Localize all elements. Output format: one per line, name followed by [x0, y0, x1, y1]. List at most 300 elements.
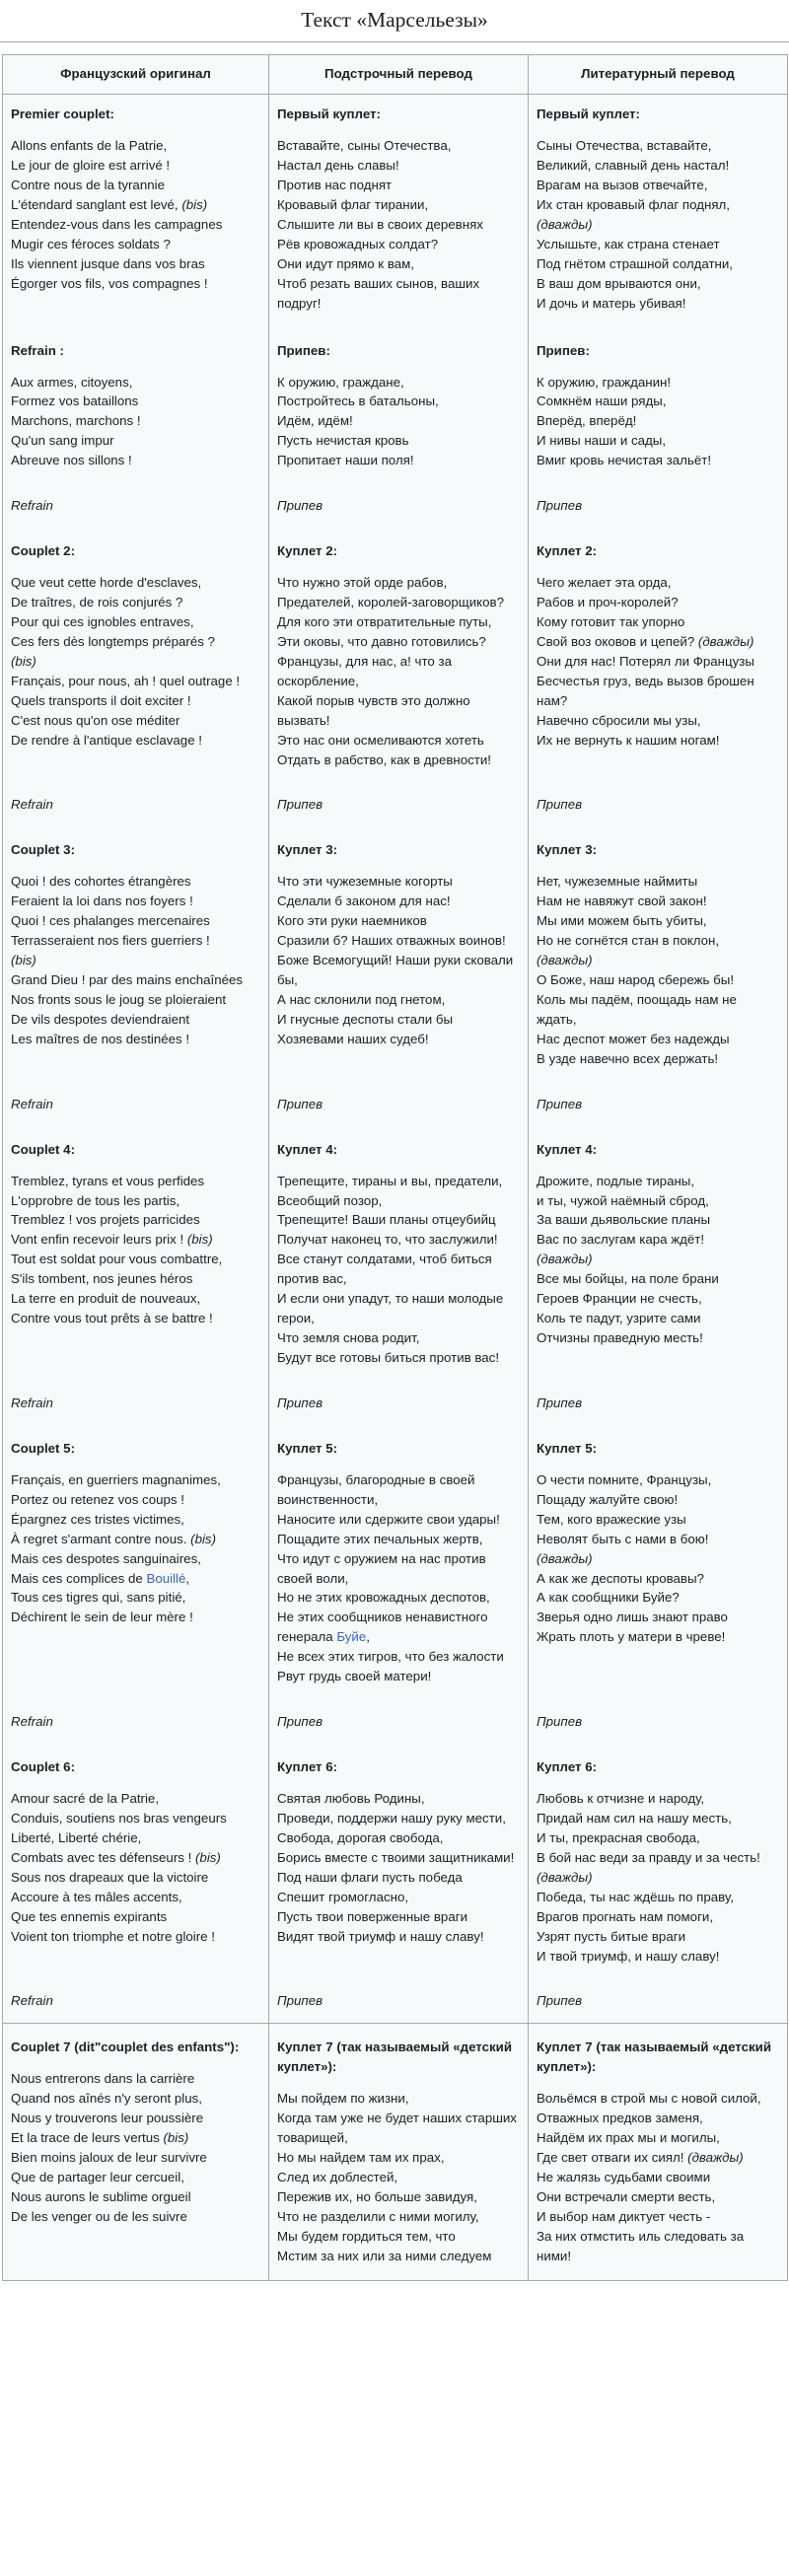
stanza-row [3, 1126, 788, 1382]
lyric-line [537, 235, 779, 254]
literary-refrain-cell [529, 484, 788, 528]
lyric-text: Видят твой триумф и нашу славу! [277, 1928, 484, 1944]
lyric-text: Настал день славы! [277, 158, 399, 174]
lyric-text: Mais ces complices de [11, 1570, 147, 1586]
lyric-text: Сделали б законом для нас! [277, 894, 451, 909]
stanza-row [3, 95, 788, 327]
lyric-line [537, 2227, 779, 2266]
lyric-line [537, 1627, 779, 1647]
stanza-heading: Куплет 3: [537, 842, 598, 858]
lyric-line [537, 1947, 779, 1967]
lyric-text: Amour sacré de la Patrie, [11, 1791, 160, 1806]
lyric-text: Проведи, поддержи нашу руку мести, [277, 1810, 506, 1825]
lyric-line [537, 1328, 779, 1348]
lyric-text: Рвут грудь своей матери! [277, 1669, 432, 1684]
lyric-text: Трепещите, тираны и вы, предатели, [277, 1173, 503, 1188]
lyric-line [537, 1789, 779, 1809]
stanza-heading: Куплет 4: [537, 1141, 598, 1157]
lyric-text: Déchirent le sein de leur mère ! [11, 1610, 193, 1625]
literal-refrain-cell [269, 1083, 529, 1126]
lyric-text: Под гнётом страшной солдатни, [537, 255, 734, 271]
stanza-row [3, 1425, 788, 1700]
lyric-line [277, 731, 520, 751]
lyric-line [277, 1588, 520, 1608]
lyric-line [537, 1608, 779, 1627]
lyric-line [537, 392, 779, 411]
lyric-text: Tout est soldat pour vous combattre, [11, 1252, 223, 1267]
literal-stanza-cell [269, 528, 529, 783]
lyric-text: Вмиг кровь нечистая зальёт! [537, 453, 712, 468]
lyric-text-tail: , [185, 1570, 190, 1586]
literary-refrain-cell [529, 783, 788, 826]
lyric-text: Это нас они осмеливаются хотеть [277, 732, 484, 748]
stanza-heading: Припев: [537, 342, 590, 358]
repeat-marker: (bis) [190, 1531, 216, 1546]
lyric-text: Пощаду жалуйте свою! [537, 1491, 679, 1507]
stanza-row [3, 528, 788, 783]
lyric-line [277, 1191, 520, 1211]
lyric-line [277, 951, 520, 990]
refrain-label: Припев [537, 1395, 583, 1410]
lyric-line [11, 1828, 260, 1848]
lyric-text: Отдать в рабство, как в древности! [277, 751, 492, 767]
stanza-heading: Куплет 3: [277, 842, 338, 858]
lyric-line [277, 2089, 520, 2109]
stanza-heading: Куплет 5: [537, 1440, 598, 1456]
lyric-text: Conduis, soutiens nos bras vengeurs [11, 1810, 227, 1825]
lyric-text: Трепещите! Ваши планы отцеубийц [277, 1212, 496, 1228]
lyric-line [11, 1470, 260, 1490]
stanza-heading: Куплет 7 (так называемый «детский куплет»): [277, 2039, 513, 2075]
lyric-text: De les venger ou de les suivre [11, 2208, 187, 2224]
repeat-marker: (bis) [186, 1232, 213, 1248]
lyric-text: Feraient la loi dans nos foyers ! [11, 894, 193, 909]
lyric-text: Пережив их, но больше завидуя, [277, 2188, 477, 2204]
lyric-line [537, 1230, 779, 1250]
lyric-line [11, 195, 260, 215]
lyric-line [11, 2207, 260, 2227]
stanza-heading: Couplet 6: [11, 1759, 76, 1775]
lyric-text: К оружию, граждане, [277, 374, 404, 390]
lyric-text: Тем, кого вражеские узы [537, 1511, 686, 1527]
lyric-text: А как сообщники Буйе? [537, 1590, 680, 1606]
lyric-text: Marchons, marchons ! [11, 413, 141, 429]
header-literary-translation: Литературный перевод [529, 55, 788, 95]
lyric-line [11, 1789, 260, 1809]
refrain-label: Припев [277, 1993, 323, 2009]
lyric-text: Вольёмся в строй мы с новой силой, [537, 2091, 761, 2107]
lyric-line [11, 176, 260, 195]
repeat-marker: (дважды) [687, 2150, 744, 2166]
literal-refrain-cell [269, 1979, 529, 2023]
lyric-line [537, 1470, 779, 1490]
lyric-text: За ваши дьявольские планы [537, 1212, 711, 1228]
refrain-label: Припев [537, 498, 583, 514]
repeat-marker: (bis) [181, 196, 208, 212]
lyric-text: Когда там уже не будет наших старших товарищей, [277, 2111, 517, 2146]
lyric-line [11, 1172, 260, 1191]
lyric-text: Услышьте, как страна стенает [537, 236, 720, 251]
lyric-line [11, 1907, 260, 1927]
lyric-line [11, 156, 260, 176]
lyric-text: Для кого эти отвратительные путы, [277, 613, 492, 629]
lyric-line [537, 593, 779, 612]
lyric-text: И нивы наши и сады, [537, 433, 667, 449]
lyric-text: S'ils tombent, nos jeunes héros [11, 1271, 193, 1287]
lyric-text: Наносите или сдержите свои удары! [277, 1511, 500, 1527]
lyric-line [277, 411, 520, 431]
lyric-line [277, 1210, 520, 1230]
lyrics-body [3, 95, 788, 2281]
lyric-line [537, 1250, 779, 1269]
lyric-text: Allons enfants de la Patrie, [11, 138, 168, 154]
lyric-text: Что земля снова родит, [277, 1330, 420, 1346]
lyric-line [537, 2187, 779, 2207]
lyric-line [277, 1348, 520, 1368]
repeat-marker: (bis) [11, 653, 36, 669]
lyric-line [537, 1868, 779, 1888]
lyric-line [537, 1809, 779, 1828]
lyric-line [11, 990, 260, 1010]
lyric-text: Отважных предков заменя, [537, 2111, 703, 2126]
french-stanza-cell [3, 528, 269, 783]
lyric-text: Французы, для нас, а! что за оскорбление, [277, 653, 452, 688]
lyric-line [11, 931, 260, 951]
french-stanza-cell [3, 1126, 269, 1382]
lyric-line [11, 1269, 260, 1289]
lyric-text: Чтоб резать ваших сынов, ваших подруг! [277, 275, 480, 311]
lyric-text: К оружию, гражданин! [537, 374, 672, 390]
lyric-line [277, 195, 520, 215]
lyric-text: След их доблестей, [277, 2170, 398, 2184]
lyric-text: Mugir ces féroces soldats ? [11, 236, 171, 251]
refrain-label: Припев [537, 1714, 583, 1730]
lyric-line [537, 1191, 779, 1211]
lyric-line [537, 2128, 779, 2148]
literary-stanza-cell [529, 327, 788, 485]
literal-refrain-cell [269, 1700, 529, 1744]
lyric-text: Чего желает эта орда, [537, 575, 672, 591]
stanza-row [3, 826, 788, 1082]
lyric-line [537, 1588, 779, 1608]
lyric-text: Français, pour nous, ah ! quel outrage ! [11, 673, 241, 688]
lyric-line [277, 215, 520, 235]
lyric-line [277, 990, 520, 1010]
lyric-line [537, 294, 779, 314]
lyric-text: Accoure à tes mâles accents, [11, 1889, 182, 1904]
lyric-line [277, 931, 520, 951]
lyric-text: Предателей, королей-заговорщиков? [277, 595, 504, 609]
lyric-text: Aux armes, citoyens, [11, 374, 133, 390]
lyric-line [277, 1907, 520, 1927]
french-refrain-cell [3, 1382, 269, 1425]
lyric-text: Героев Франции не счесть, [537, 1291, 702, 1307]
lyric-text: Entendez-vous dans les campagnes [11, 216, 223, 232]
lyric-text: Постройтесь в батальоны, [277, 394, 439, 409]
lyric-text: И если они упадут, то наши молодые герои, [277, 1291, 504, 1326]
lyric-line [11, 2168, 260, 2187]
lyric-text: Зверья одно лишь знают право [537, 1610, 728, 1625]
lyric-line [11, 1250, 260, 1269]
lyric-text: Идём, идём! [277, 413, 353, 429]
lyric-text: Quels transports il doit exciter ! [11, 692, 191, 708]
lyric-line [11, 593, 260, 612]
stanza-heading: Припев: [277, 342, 330, 358]
lyric-text: Борись вместе с твоими защитниками! [277, 1849, 515, 1865]
lyric-text: Tremblez ! vos projets parricides [11, 1212, 200, 1228]
lyric-text: Вставайте, сыны Отечества, [277, 138, 452, 154]
french-stanza-cell [3, 2024, 269, 2280]
lyric-text: Quand nos aînés n'y seront plus, [11, 2091, 202, 2107]
lyric-text: Quoi ! des cohortes étrangères [11, 874, 191, 890]
lyric-line [277, 1667, 520, 1686]
lyric-text: Nos fronts sous le joug se ploieraient [11, 991, 227, 1007]
lyric-line [11, 1309, 260, 1328]
lyric-line [277, 2148, 520, 2168]
lyric-text: И выбор нам диктует честь - [537, 2208, 711, 2224]
lyric-line [537, 892, 779, 911]
lyric-text: L'étendard sanglant est levé, [11, 196, 182, 212]
lyric-line [277, 1549, 520, 1589]
lyric-text: Que tes ennemis expirants [11, 1908, 168, 1924]
lyric-line [277, 1530, 520, 1549]
lyric-line [277, 1809, 520, 1828]
french-refrain-cell [3, 783, 269, 826]
lyric-line [11, 392, 260, 411]
lyric-line [11, 1569, 260, 1589]
lyric-text: И ты, прекрасная свобода, [537, 1829, 700, 1845]
lyric-text: Égorger vos fils, vos compagnes ! [11, 275, 208, 291]
lyric-text: Сомкнём наши ряды, [537, 394, 667, 409]
lyrics-table [2, 54, 788, 2280]
lyric-line [277, 911, 520, 931]
lyric-text: Сразили б? Наших отважных воинов! [277, 933, 506, 949]
lyric-line [277, 2227, 520, 2247]
lyric-text: Formez vos bataillons [11, 394, 139, 409]
repeat-marker: (дважды) [537, 1252, 593, 1267]
lyric-text: Bien moins jaloux de leur survivre [11, 2150, 207, 2166]
repeat-marker: (дважды) [537, 953, 593, 968]
french-stanza-cell [3, 1425, 269, 1700]
stanza-heading: Couplet 7 (dit"couplet des enfants"): [11, 2039, 240, 2055]
lyric-line [277, 2207, 520, 2227]
lyric-text: Вперёд, вперёд! [537, 413, 637, 429]
lyric-line [537, 652, 779, 672]
lyric-line [11, 970, 260, 990]
table-header-row [3, 55, 788, 95]
lyric-line [11, 1809, 260, 1828]
lyric-text: Liberté, Liberté chérie, [11, 1829, 142, 1845]
repeat-marker: (дважды) [697, 633, 754, 649]
lyric-line [11, 411, 260, 431]
lyric-line [11, 373, 260, 393]
stanza-heading: Куплет 6: [537, 1759, 598, 1775]
lyric-line [277, 892, 520, 911]
lyric-line [11, 1549, 260, 1569]
refrain-label: Refrain [11, 498, 53, 514]
lyric-line [11, 612, 260, 632]
lyric-line [537, 2089, 779, 2109]
refrain-label: Припев [277, 1714, 323, 1730]
lyric-line [277, 156, 520, 176]
lyric-line [277, 1230, 520, 1250]
lyric-line [277, 274, 520, 314]
lyric-line [277, 573, 520, 593]
lyric-text: Где свет отваги их сиял! [537, 2150, 688, 2166]
lyric-text: Бесчестья груз, ведь вызов брошен нам? [537, 673, 754, 708]
lyric-text: Коль те падут, узрите сами [537, 1311, 701, 1326]
lyric-line [537, 711, 779, 731]
page-title: Текст «Марсельезы» [0, 0, 789, 42]
repeat-marker: (bis) [11, 953, 36, 968]
french-refrain-cell [3, 1700, 269, 1744]
lyric-line [11, 691, 260, 711]
lyric-line [537, 2207, 779, 2227]
refrain-row [3, 1700, 788, 1744]
lyric-text: Любовь к отчизне и народу, [537, 1791, 705, 1806]
lyric-text: Кого эти руки наемников [277, 913, 427, 929]
lyric-line [11, 632, 260, 652]
lyric-line [11, 1848, 260, 1868]
lyric-text: Рабов и проч-королей? [537, 595, 679, 609]
literary-refrain-cell [529, 1700, 788, 1744]
literary-stanza-cell [529, 1425, 788, 1700]
lyric-text: Nous aurons le sublime orgueil [11, 2188, 191, 2204]
lyric-line [537, 1269, 779, 1289]
lyric-text: Пусть нечистая кровь [277, 433, 409, 449]
literal-refrain-cell [269, 1382, 529, 1425]
refrain-row [3, 484, 788, 528]
lyric-line [11, 254, 260, 274]
lyric-line [537, 573, 779, 593]
lyric-line [277, 2109, 520, 2148]
lyric-text: Но мы найдем там их прах, [277, 2150, 445, 2166]
lyric-text: Vont enfin recevoir leurs prix ! [11, 1232, 187, 1248]
lyric-line [11, 1868, 260, 1888]
wiki-link[interactable]: Bouillé [146, 1570, 186, 1586]
lyric-text: De traîtres, de rois conjurés ? [11, 595, 183, 609]
lyric-line [277, 2247, 520, 2266]
lyric-text: Они встречали смерти весть, [537, 2188, 716, 2204]
lyric-text: Tous ces tigres qui, sans pitié, [11, 1590, 186, 1606]
lyric-line [277, 136, 520, 156]
lyric-line [11, 872, 260, 892]
lyric-text: Что не разделили с ними могилу, [277, 2208, 479, 2224]
lyric-text: Le jour de gloire est arrivé ! [11, 158, 171, 174]
lyric-text: Будут все готовы биться против вас! [277, 1350, 500, 1365]
lyric-text: Нам не навяжут свой закон! [537, 894, 707, 909]
lyric-line [11, 2089, 260, 2109]
lyric-text: Quoi ! ces phalanges mercenaires [11, 913, 210, 929]
lyric-text: Спешит громогласно, [277, 1889, 409, 1904]
lyric-text: Великий, славный день настал! [537, 158, 730, 174]
wiki-link[interactable]: Буйе [336, 1629, 367, 1645]
lyric-text: Отчизны праведную месть! [537, 1330, 703, 1346]
lyric-line [537, 1289, 779, 1309]
refrain-label: Припев [277, 1096, 323, 1111]
lyric-text: Sous nos drapeaux que la victoire [11, 1869, 209, 1885]
refrain-label: Refrain [11, 1993, 53, 2009]
lyric-line [277, 612, 520, 632]
lyric-text: Пощадите этих печальных жертв, [277, 1531, 483, 1546]
lyric-text: Против нас поднят [277, 178, 393, 192]
lyric-line [537, 612, 779, 632]
french-refrain-cell [3, 1979, 269, 2023]
lyric-text: Свой воз оковов и цепей? [537, 633, 698, 649]
stanza-heading: Куплет 5: [277, 1440, 338, 1456]
lyric-text: Под наши флаги пусть победа [277, 1869, 463, 1885]
lyric-line [11, 672, 260, 691]
lyric-text: Они для нас! Потерял ли Французы [537, 653, 754, 669]
lyric-text: Que veut cette horde d'esclaves, [11, 575, 202, 591]
lyric-text: Combats avec tes défenseurs ! [11, 1849, 195, 1865]
lyric-line [537, 1848, 779, 1868]
refrain-label: Refrain [11, 1395, 53, 1410]
lyric-text: Пусть твои поверженные враги [277, 1908, 467, 1924]
lyric-line [537, 672, 779, 711]
lyric-text: Пропитает наши поля! [277, 453, 414, 468]
french-stanza-cell [3, 826, 269, 1082]
stanza-heading: Куплет 4: [277, 1141, 338, 1157]
refrain-label: Припев [277, 1395, 323, 1410]
literal-stanza-cell [269, 1126, 529, 1382]
lyric-line [11, 1510, 260, 1530]
lyric-text: Хозяевами наших судеб! [277, 1031, 429, 1046]
lyric-line [11, 2148, 260, 2168]
literal-refrain-cell [269, 484, 529, 528]
stanza-heading: Premier couplet: [11, 107, 114, 122]
lyric-text: La terre en produit de nouveaux, [11, 1291, 201, 1307]
lyric-line [11, 892, 260, 911]
stanza-heading: Куплет 2: [277, 543, 338, 559]
header-french-original: Французский оригинал [3, 55, 269, 95]
lyric-text: Pour qui ces ignobles entraves, [11, 613, 194, 629]
lyric-text: и ты, чужой наёмный сброд, [537, 1192, 709, 1208]
lyric-line [11, 652, 260, 672]
lyric-text: Коль мы падём, поощадь нам не ждать, [537, 991, 737, 1027]
repeat-marker: (bis) [195, 1849, 221, 1865]
lyric-line [537, 215, 779, 235]
lyric-line [537, 1049, 779, 1069]
lyric-line [11, 274, 260, 294]
lyric-text: Боже Всемогущий! Наши руки сковали бы, [277, 953, 514, 987]
lyric-text: De rendre à l'antique esclavage ! [11, 732, 202, 748]
lyric-text: Que de partager leur cercueil, [11, 2170, 184, 2184]
lyric-line [277, 1030, 520, 1049]
lyric-line [537, 411, 779, 431]
lyric-text: De vils despotes deviendraient [11, 1011, 190, 1027]
lyric-text: Всеобщий позор, [277, 1192, 383, 1208]
lyric-line [11, 1230, 260, 1250]
lyric-text: Мы пойдем по жизни, [277, 2091, 409, 2107]
lyric-text: Врагов прогнать нам помоги, [537, 1908, 714, 1924]
lyric-text: В ваш дом врываются они, [537, 275, 701, 291]
lyric-text: Они идут прямо к вам, [277, 255, 414, 271]
lyric-line [277, 2168, 520, 2187]
lyric-line [11, 1888, 260, 1907]
literal-stanza-cell [269, 1744, 529, 1979]
lyric-line [11, 573, 260, 593]
literal-stanza-cell [269, 2024, 529, 2280]
header-literal-translation: Подстрочный перевод [269, 55, 529, 95]
lyric-text: В узде навечно всех держать! [537, 1050, 719, 1066]
lyric-text: Qu'un sang impur [11, 433, 114, 449]
lyric-text: Et la trace de leurs vertus [11, 2130, 164, 2146]
literal-stanza-cell [269, 826, 529, 1082]
lyric-text: Français, en guerriers magnanimes, [11, 1471, 221, 1487]
lyric-line [277, 1647, 520, 1667]
lyric-text: Придай нам сил на нашу месть, [537, 1810, 732, 1825]
